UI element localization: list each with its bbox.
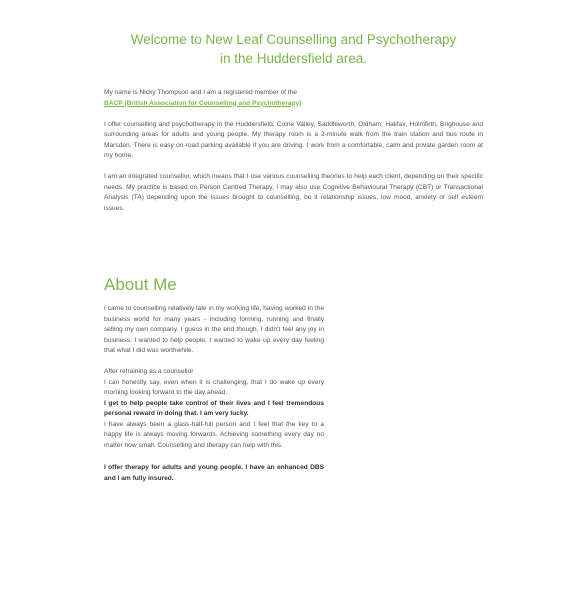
intro-section xyxy=(104,88,483,225)
about-honestly-text: I can honestly say, even when it is challenging, that I do wake up every morning looking forward to the day ahead. xyxy=(104,378,324,396)
intro-paragraph-locations: I offer counselling and psychotherapy in the Huddersfield, Colne Valley, Saddleworth, Oldham, Halifax, Holmfirth, Brighouse and surrounding areas for adults and young people. My therapy room is a 2-minute walk from the train station and bus route in Marsden. There is easy on-road parking available if you are driving. I work from a comfortable, calm and private garden room at my home. xyxy=(104,120,483,159)
bacp-link[interactable]: BACP (British Association for Counselling and Psychotherapy) xyxy=(104,99,302,107)
about-me-section xyxy=(104,304,324,484)
about-control-bold-text: I get to help people take control of their lives and I feel tremendous personal reward in doing that. I am very lucky. xyxy=(104,399,324,417)
about-therapy-bold-text: I offer therapy for adults and young people. I have an enhanced DBS and I am fully insured. xyxy=(104,464,324,482)
intro-paragraph-approach: I am an integrated counsellor, which means that I use various counselling theories to help each client, depending on their specific needs. My practice is based on Person Centred Therapy, I may also use Cognitive Behavioural Therapy (CBT) or Transactional Analysis (TA) depending upon the issues brought to counselling, be it relationship issues, low mood, anxiety or self esteem issues. xyxy=(104,173,483,212)
registration-paragraph xyxy=(104,88,483,109)
about-glass-half-full-text: I have always been a glass-half-full person and I feel that the key to a happy life is always moving forwards. Achieving something every day no matter how small. Counselling and therapy can help with this. xyxy=(104,420,324,449)
welcome-line-2: in the Huddersfield area. xyxy=(219,51,368,66)
registration-text: My name is Nicky Thompson and I am a registered member of the xyxy=(104,89,298,96)
about-paragraph-background: I came to counselling relatively late in my working life, having worked in the business world for many years - including forming, running and finally selling my own company. I guess in the end though, I didn't feel any joy in business. I wanted to help people, I wanted to wake up every day feeling that what I did was worthwhile. xyxy=(104,305,324,354)
about-me-heading: About Me xyxy=(104,275,177,294)
about-retraining-text: After retraining as a counsellor xyxy=(104,368,194,375)
welcome-heading xyxy=(0,30,587,68)
welcome-line-1: Welcome to New Leaf Counselling and Psychotherapy xyxy=(130,32,457,47)
